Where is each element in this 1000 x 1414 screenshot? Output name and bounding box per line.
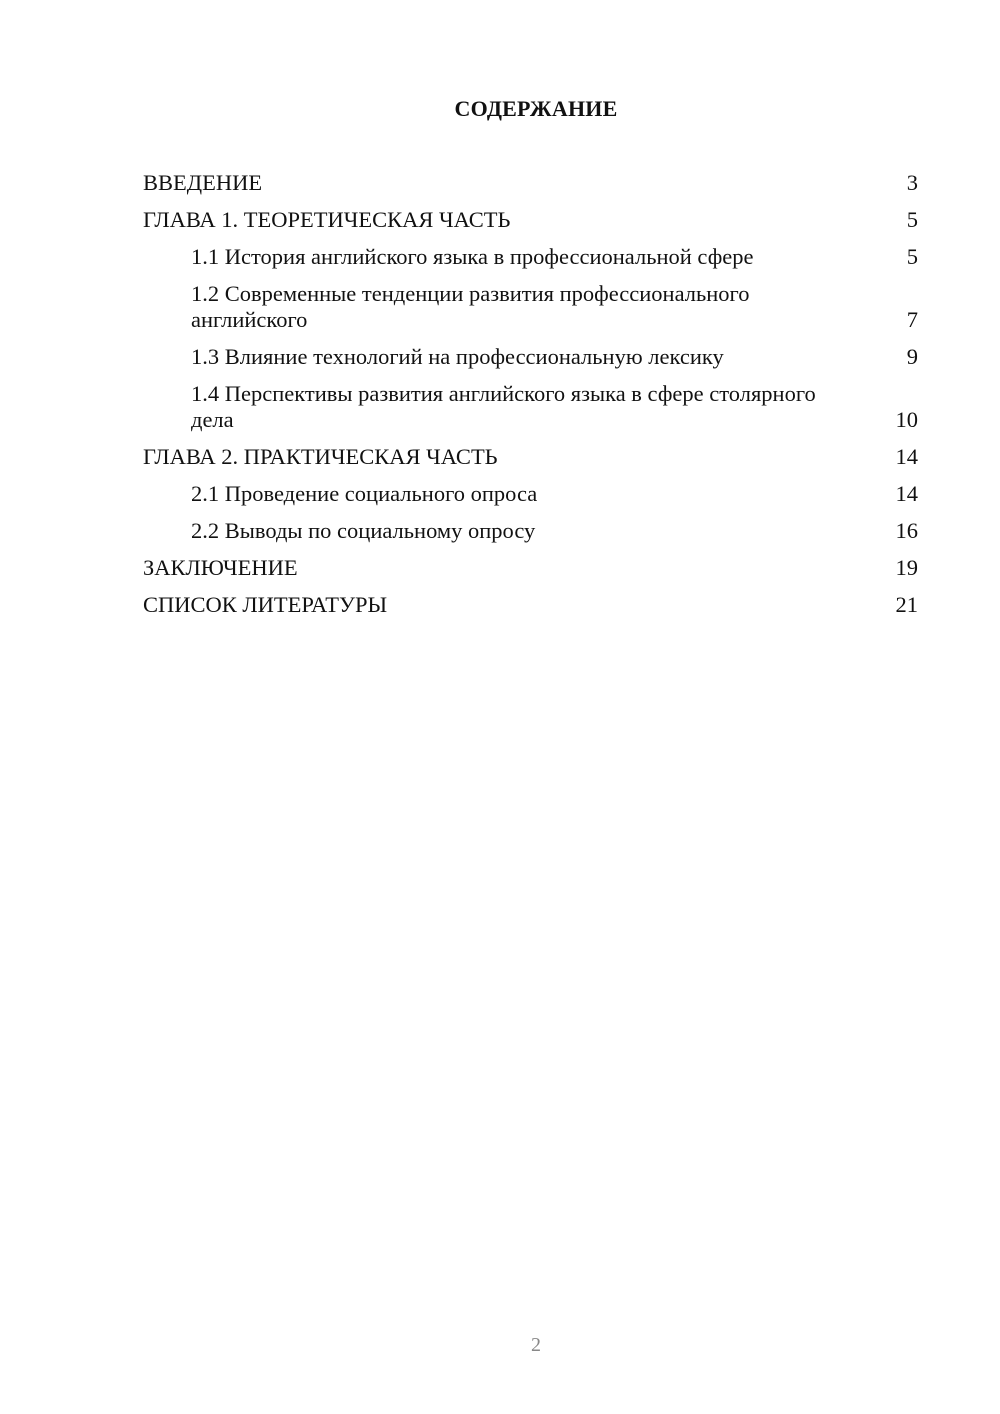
- toc-entry-introduction[interactable]: [143, 170, 918, 196]
- toc-entry-section-1-2[interactable]: [143, 281, 918, 333]
- toc-entry-label: 2.1 Проведение социального опроса: [191, 481, 538, 506]
- toc-entry-label: 1.1 История английского языка в профессиональной сфере: [191, 244, 754, 269]
- toc-entry-references[interactable]: [143, 592, 918, 618]
- toc-entry-label: ГЛАВА 1. ТЕОРЕТИЧЕСКАЯ ЧАСТЬ: [143, 207, 511, 232]
- toc-entry-page: 3: [906, 170, 918, 195]
- toc-entry-section-1-1[interactable]: [143, 244, 918, 270]
- toc-entry-page: 16: [895, 518, 918, 543]
- toc-entry-section-1-4[interactable]: [143, 381, 918, 433]
- toc-entry-page: 7: [906, 307, 918, 332]
- toc-entry-section-2-2[interactable]: [143, 518, 918, 544]
- toc-entry-page: 10: [895, 407, 918, 432]
- toc-entry-label: СПИСОК ЛИТЕРАТУРЫ: [143, 592, 388, 617]
- toc-entry-conclusion[interactable]: [143, 555, 918, 581]
- table-of-contents: [143, 170, 918, 629]
- toc-entry-label: ВВЕДЕНИЕ: [143, 170, 263, 195]
- toc-entry-page: 9: [906, 344, 918, 369]
- toc-entry-label: 1.3 Влияние технологий на профессиональную лексику: [191, 344, 724, 369]
- toc-entry-section-2-1[interactable]: [143, 481, 918, 507]
- toc-entry-label: 1.4 Перспективы развития английского языка в сфере столярного дела: [191, 381, 816, 432]
- toc-entry-page: 19: [895, 555, 918, 580]
- toc-entry-section-1-3[interactable]: [143, 344, 918, 370]
- toc-entry-page: 14: [895, 481, 918, 506]
- page-number: 2: [531, 1334, 541, 1356]
- toc-title: СОДЕРЖАНИЕ: [454, 96, 618, 121]
- toc-entry-chapter-2[interactable]: [143, 444, 918, 470]
- toc-entry-label: 1.2 Современные тенденции развития профессионального английского: [191, 281, 750, 332]
- toc-entry-page: 21: [895, 592, 918, 617]
- toc-entry-page: 5: [906, 207, 918, 232]
- toc-entry-label: ЗАКЛЮЧЕНИЕ: [143, 555, 298, 580]
- toc-entry-page: 5: [906, 244, 918, 269]
- toc-entry-chapter-1[interactable]: [143, 207, 918, 233]
- toc-entry-label: ГЛАВА 2. ПРАКТИЧЕСКАЯ ЧАСТЬ: [143, 444, 498, 469]
- toc-entry-label: 2.2 Выводы по социальному опросу: [191, 518, 536, 543]
- toc-entry-page: 14: [895, 444, 918, 469]
